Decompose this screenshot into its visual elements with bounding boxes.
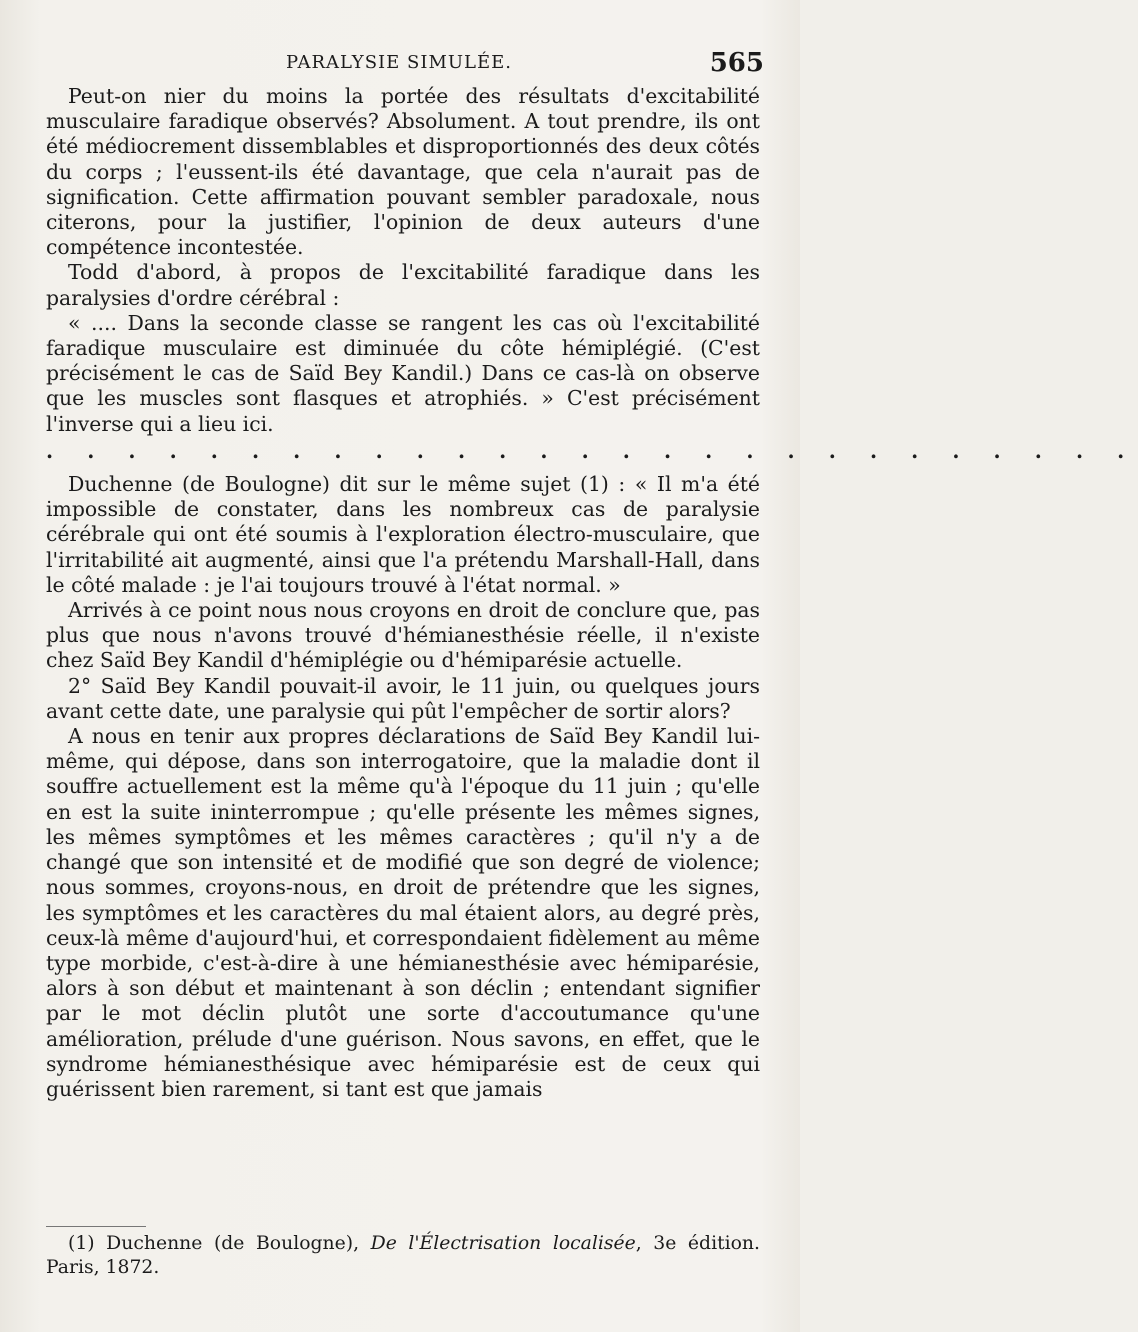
paragraph-conclusion: Arrivés à ce point nous nous croyons en droit de conclure que, pas plus que nous n'avons trouvé d'hémianesthésie réelle, il n'existe chez Saïd Bey Kandil d'hémiplégie ou d'hémiparésie actuelle. — [46, 598, 760, 673]
paragraph-declarations: A nous en tenir aux propres déclarations de Saïd Bey Kandil lui-même, qui dépose, dans son interrogatoire, que la maladie dont il souffre actuellement est la même qu'à l'époque du 11 juin ; qu'elle en est la suite ininterrompue ; qu'elle présente les mêmes signes, les mêmes symptômes et les mêmes caractères ; qu'il n'y a de changé que son intensité et de modifié que son degré de violence; nous sommes, croyons-nous, en droit de prétendre que les signes, les symptômes et les caractères du mal étaient alors, au degré près, ceux-là même d'aujourd'hui, et correspondaient fidèlement au même type morbide, c'est-à-dire à une hémianesthésie avec hémiparésie, alors à son début et maintenant à son déclin ; entendant signifier par le mot déclin plutôt une sorte d'accoutumance qu'une amélioration, prélude d'une guérison. Nous savons, en effet, que le syndrome hémianesthésique avec hémiparésie est de ceux qui guérissent bien rarement, si tant est que jamais — [46, 724, 760, 1101]
footnote-divider — [46, 1226, 146, 1227]
footnote — [46, 1232, 760, 1280]
paragraph-todd-quote: « .... Dans la seconde classe se rangent les cas où l'excitabilité faradique musculaire est diminuée du côte hémiplégié. (C'est précisément le cas de Saïd Bey Kandil.) Dans ce cas-là on observe que les muscles sont flasques et atrophiés. » C'est précisément l'inverse qui a lieu ici. — [46, 310, 760, 436]
ellipsis-line: . . . . . . . . . . . . . . . . . . . . . . . . . . . — [46, 438, 1138, 463]
footnote-author: (1) Duchenne (de Boulogne), — [68, 1233, 360, 1254]
page-number: 565 — [709, 48, 764, 78]
paragraph-excitabilite: Peut-on nier du moins la portée des résultats d'excitabilité musculaire faradique observés? Absolument. A tout prendre, ils ont été médiocrement dissemblables et disproportionnés des deux côtés du corps ; l'eussent-ils été davantage, que cela n'aurait pas de signification. Cette affirmation pouvant sembler paradoxale, nous citerons, pour la justifier, l'opinion de deux auteurs d'une compétence incontestée. — [46, 84, 760, 260]
paragraph-duchenne: Duchenne (de Boulogne) dit sur le même sujet (1) : « Il m'a été impossible de constater, dans les nombreux cas de paralysie cérébrale qui ont été soumis à l'exploration électro-musculaire, que l'irritabilité ait augmenté, ainsi que l'a prétendu Marshall-Hall, dans le côté malade : je l'ai toujours trouvé à l'état normal. » — [46, 472, 760, 597]
page-header — [46, 48, 766, 82]
running-title: PARALYSIE SIMULÉE. — [286, 52, 512, 73]
footnote-title: De l'Électrisation localisée — [370, 1233, 636, 1254]
paragraph-question-2: 2° Saïd Bey Kandil pouvait-il avoir, le 11 juin, ou quelques jours avant cette date, une paralysie qui pût l'empêcher de sortir alors? — [46, 673, 760, 723]
paragraph-todd: Todd d'abord, à propos de l'excitabilité faradique dans les paralysies d'ordre cérébral : — [46, 260, 760, 310]
body-text — [46, 84, 1138, 1102]
footnote-edition: , 3e édition. Paris, 1872. — [46, 1233, 760, 1278]
